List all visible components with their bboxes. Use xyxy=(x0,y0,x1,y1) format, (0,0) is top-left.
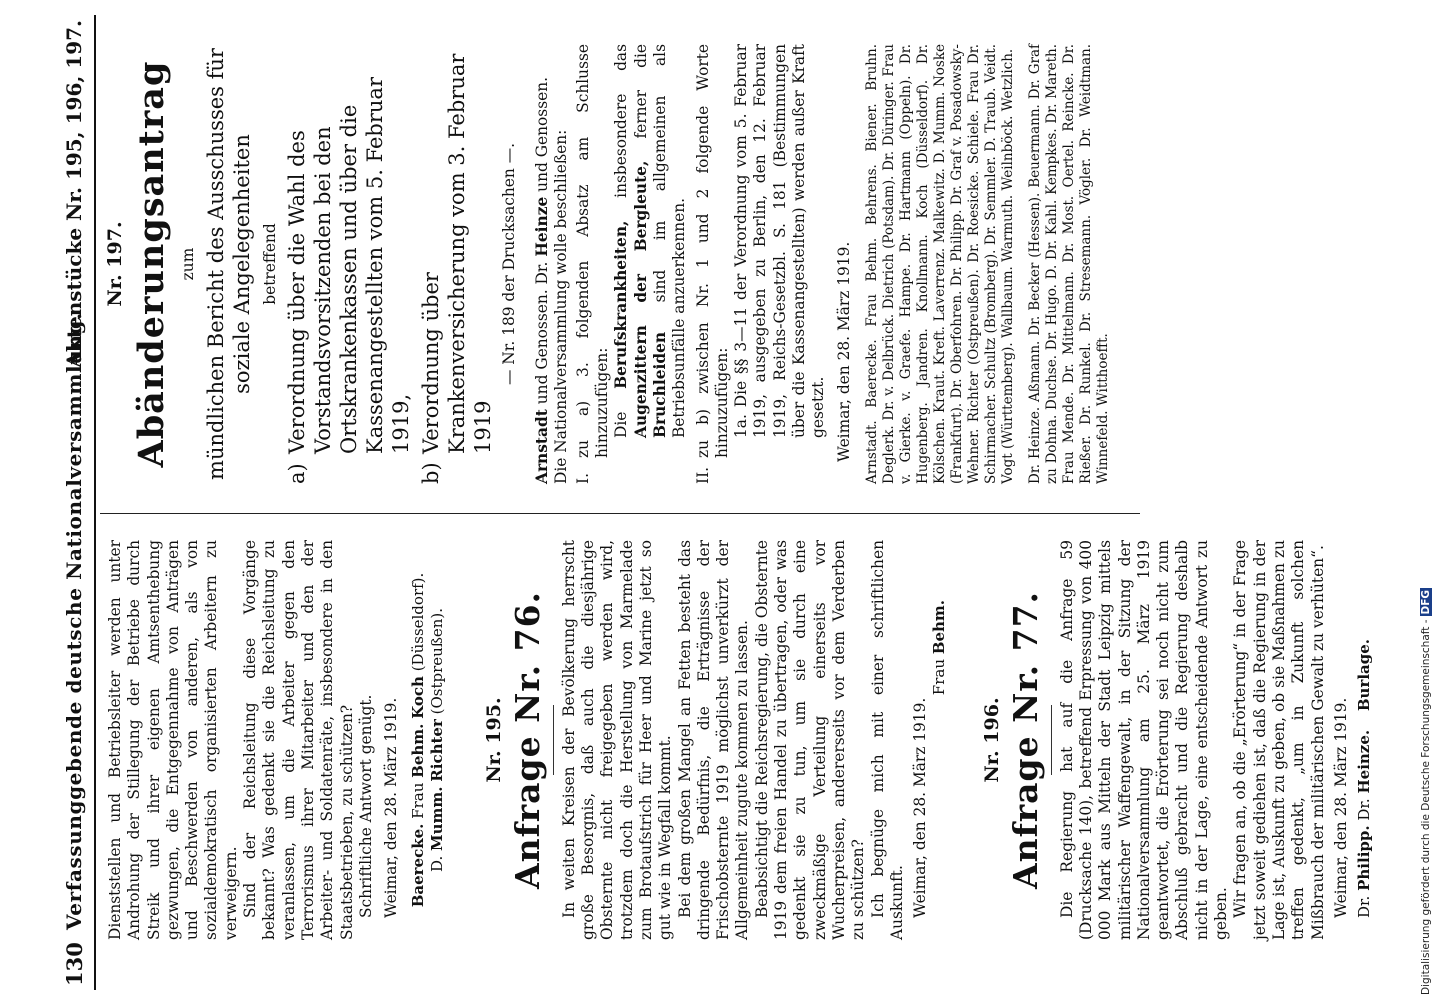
date-3: Weimar, den 28. März 1919. xyxy=(1331,697,1350,918)
signer: Frau xyxy=(930,659,949,696)
item-1-label: I. xyxy=(573,473,592,484)
signer: Arnstadt xyxy=(533,409,552,484)
short-rule xyxy=(553,705,554,775)
zum-label: zum xyxy=(179,247,198,281)
quote-text: insbesondere das xyxy=(612,44,631,198)
signer: Frau xyxy=(409,782,428,819)
paragraph-195-1: In weiten Kreisen der Bevölkerung herrscht große Besorgnis, daß auch die diesjährige Obsternte nicht freigegeben werden wird, trotzdem doch die Herstellung von Marmelade zum Brotaufstrich für Heer und Marine jetzt so gut wie in Wegfall kommt. xyxy=(559,540,675,940)
signatures-2 xyxy=(930,540,949,940)
item-2-text: zu b) zwischen Nr. 1 und 2 folgende Worte hinzuzufügen: xyxy=(693,44,731,458)
intro-text: und Genossen. xyxy=(533,76,552,192)
continuation-paragraph-3: Schriftliche Antwort genügt. xyxy=(356,694,375,918)
signer: Behm. xyxy=(930,600,949,655)
quote-bold: Berufskrankheiten, xyxy=(612,220,631,389)
signer: Behm. xyxy=(409,723,428,778)
running-right: Aktenstücke Nr. 195, 196, 197. xyxy=(62,20,86,368)
section-number-195: Nr. 195. xyxy=(483,697,506,783)
drucksachen-ref: — Nr. 189 der Drucksachen —. xyxy=(499,142,518,386)
signer: Mumm. xyxy=(428,786,447,851)
signer: Dr. xyxy=(1355,895,1374,918)
signer: (Ostpreußen). xyxy=(428,607,447,715)
signer: (Düsseldorf). xyxy=(409,572,428,672)
short-rule xyxy=(1051,705,1052,775)
section-title-anfrage-76: Anfrage Nr. 76. xyxy=(507,590,547,890)
item-1-text: zu a) 3. folgenden Absatz am Schlusse hinzuzufügen: xyxy=(573,44,612,458)
continuation-paragraph-2: Sind der Reichsleitung diese Vorgänge bekannt? Was gedenkt sie die Reichsleitung zu veranlassen, um die Arbeiter gegen den Terrorismus ihrer Mitarbeiter und den der Arbeiter- und Soldatenräte, insbesondere in den Staatsbetrieben, zu schützen? xyxy=(241,540,356,940)
header-rule xyxy=(94,15,96,990)
signer: Heinze. xyxy=(1355,729,1374,794)
signers-list-1: Arnstadt. Baerecke. Frau Behm. Behrens. Biener. Bruhn. Deglerk. Dr. v. Delbrück. Dietrich (Potsdam). Dr. Düringer. Frau v. Gierke. v. Graefe. Hampe. Dr. Hartmann (Oppeln). Dr. Hugenberg. Jandren. Knollmann. Koch (Düsseldorf). Dr. Kölschen. Kraut. Kreft. Laverrenz. Malkewitz. D. Mumm. Noske (Frankfurt). Dr. Oberfohren. Dr. Philipp. Dr. Graf v. Posadowsky-Wehner. Richter (Ostpreußen). Dr. Roesicke. Schiele. Frau Dr. Schirmacher. Schultz (Bromberg). Dr. Semmler. D. Traub. Veidt. Vogt (Württemberg). Wallbaum. Warmuth. Weilnböck. Wetzlich. xyxy=(863,44,1016,484)
signer: Richter xyxy=(428,719,447,782)
item-b xyxy=(418,44,496,484)
signatures-3 xyxy=(1355,540,1374,940)
signer: Burlage. xyxy=(1355,638,1374,712)
column-divider xyxy=(100,513,1140,514)
item-1-quote xyxy=(612,44,689,484)
signer: Heinze xyxy=(533,196,552,257)
item-a-label: a) xyxy=(284,463,309,484)
date-2: Weimar, den 28. März 1919. xyxy=(911,697,930,918)
signatures-1 xyxy=(409,540,447,940)
signer: D. xyxy=(428,855,447,873)
intro-text: und Genossen. xyxy=(533,289,552,405)
dfg-logo: DFG xyxy=(1420,589,1432,615)
quote-bold: Augenzittern der Bergleute, xyxy=(631,160,650,438)
paragraph-195-3: Beabsichtigt die Reichsregierung, die Obsternte 1919 dem freien Handel zu übertragen, oder was gedenkt sie zu tun, um sie durch eine zweckmäßige Verteilung einerseits vor Wucherpreisen, andererseits vor dem Verderben zu schützen? xyxy=(752,540,868,940)
signers-list-2: Dr. Heinze. Aßmann. Dr. Becker (Hessen). Beuermann. Dr. Graf zu Dohna. Duchse. Dr. Hugo. D. Dr. Kahl. Kempkes. Dr. Mareth. Frau Mende. Dr. Mittelmann. Dr. Most. Oertel. Reincke. Dr. Rießer. Dr. Runkel. Dr. Stresemann. Vögler. Dr. Weidtman. Winnefeld. Witthoefft. xyxy=(1026,44,1111,484)
item-b-text: Verordnung über Krankenversicherung vom 3. Februar 1919 xyxy=(418,53,495,454)
intro-text: Dr. xyxy=(533,261,552,285)
betreffend-label: betreffend xyxy=(260,223,279,305)
date-197: Weimar, den 28. März 1919. xyxy=(834,241,853,462)
quote-text: ferner die xyxy=(631,44,650,139)
paragraph-196-1: Die Regierung hat auf die Anfrage 59 (Drucksache 140), betreffend Erpressung von 400 000 Mark aus Mitteln der Stadt Leipzig mittels militärischer Waffengewalt, in der Sitzung der Nationalversammlung am 25. März 1919 geantwortet, die Erörterung sei noch nicht zum Abschluß gebracht und die Regierung deshalb nicht in der Lage, eine entscheidende Antwort zu geben. xyxy=(1057,540,1231,940)
item-1 xyxy=(574,44,613,484)
section-title-anfrage-77: Anfrage Nr. 77. xyxy=(1005,590,1045,890)
item-2-label: II. xyxy=(693,466,712,484)
footer-text: Digitalisierung gefördert durch die Deutsche Forschungsgemeinschaft - xyxy=(1420,619,1432,995)
continuation-paragraph-1: Dienststellen und Betriebsleiter werden unter Androhung der Stillegung der Betriebe durch Streik und ihrer eigenen Amtsenthebung gezwungen, die Entgegennahme von Anträgen und Beschwerden von anderen, als von sozialdemokratisch organisierten Arbeitern zu verweigern. xyxy=(106,540,240,940)
section-number-197: Nr. 197. xyxy=(104,221,126,307)
page-header xyxy=(62,0,92,1000)
item-a xyxy=(284,44,414,484)
right-column xyxy=(106,44,1112,484)
item-2-quote: 1a. Die §§ 3—11 der Verordnung vom 5. Februar 1919, ausgegeben zu Berlin, den 12. Februar 1919, Reichs-Gesetzbl. S. 181 (Bestimmungen über die Kassenangestellten) werden außer Kraft gesetzt. xyxy=(732,44,828,438)
date-1: Weimar, den 28. März 1919. xyxy=(382,697,401,918)
running-title: Verfassunggebende deutsche Nationalversammlung. xyxy=(62,312,86,930)
quote-bold: Bruchleiden xyxy=(650,331,669,438)
item-2 xyxy=(694,44,733,484)
digitization-footer xyxy=(1420,395,1434,995)
signer: Koch xyxy=(409,676,428,719)
left-column xyxy=(106,540,1374,940)
signer: Dr. xyxy=(1355,798,1374,821)
signer: Philipp. xyxy=(1355,825,1374,891)
paragraph-196-2: Wir fragen an, ob die „Erörterung“ in der Frage jetzt soweit gediehen ist, daß die Regierung in der Lage ist, Auskunft zu geben, ob sie Maßnahmen zu treffen gedenkt, „um in Zukunft solchen Mißbrauch der militärischen Gewalt zu verhüten“. xyxy=(1231,540,1327,940)
resolution-line: Die Nationalversammlung wolle beschließen: xyxy=(552,129,571,484)
signer: Baerecke. xyxy=(409,823,428,908)
section-title-abaenderungsantrag: Abänderungsantrag xyxy=(131,60,173,468)
subject-line: mündlichen Bericht des Ausschusses für soziale Angelegenheiten xyxy=(203,48,254,480)
paragraph-195-4: Ich begnüge mich mit einer schriftlichen Auskunft. xyxy=(868,540,906,940)
item-a-text: Verordnung über die Wahl des Vorstandsvorsitzenden bei den Ortskrankenkassen und über die Kassenangestellten vom 5. Februar 1919, xyxy=(284,77,413,454)
page-number: 130 xyxy=(62,942,87,986)
intro-signers xyxy=(533,44,552,484)
quote-text: Die xyxy=(612,411,631,438)
section-number-196: Nr. 196. xyxy=(981,697,1004,783)
item-b-label: b) xyxy=(418,462,443,484)
paragraph-195-2: Bei dem großen Mangel an Fetten besteht das dringende Bedürfnis, die Erträgnisse der Frischobsternte 1919 möglichst unverkürzt der Allgemeinheit zugute kommen zu lassen. xyxy=(675,540,752,940)
quote-text: sind im allgemeinen als Betriebsunfälle anzuerkennen. xyxy=(650,44,689,438)
